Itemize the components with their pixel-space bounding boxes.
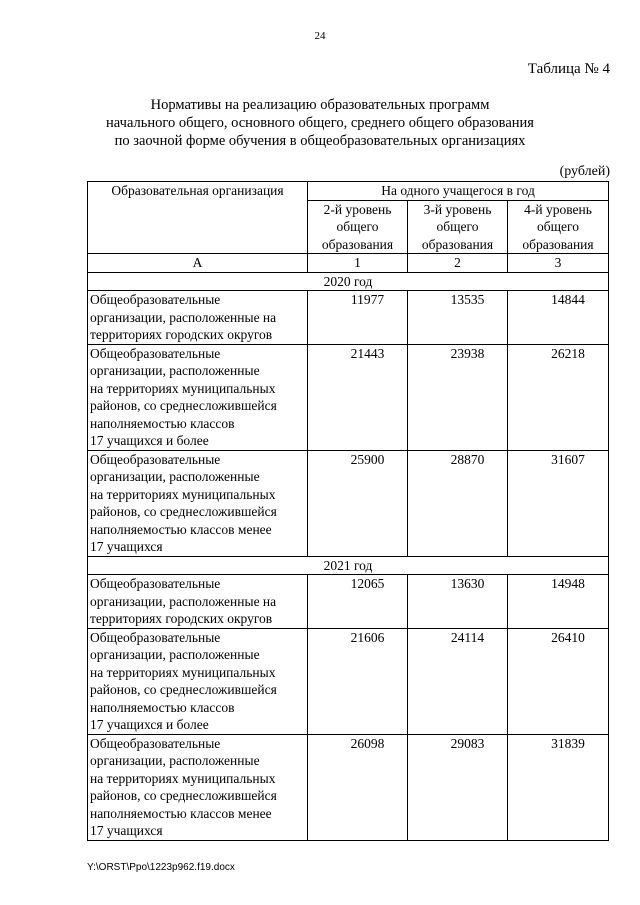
value-cell: 31839 xyxy=(508,734,609,840)
table-header-row xyxy=(88,182,609,201)
org-line: организации, расположенные xyxy=(90,753,260,768)
org-line: организации, расположенные на xyxy=(90,593,277,609)
table-row xyxy=(88,344,609,450)
units-label: (рублей) xyxy=(559,164,610,179)
org-line: территориях городских округов xyxy=(90,327,273,342)
org-cell xyxy=(88,344,308,450)
value-cell: 13535 xyxy=(408,291,508,345)
value-cell: 26410 xyxy=(508,628,609,734)
footer-file-path: Y:\ORST\Ppo\1223p962.f19.docx xyxy=(87,862,235,873)
year-label: 2021 год xyxy=(88,556,609,575)
header-col-line: образования xyxy=(321,236,394,252)
org-line: Общеобразовательные xyxy=(90,292,221,307)
org-line: наполняемостью классов менее xyxy=(90,805,272,821)
table-row xyxy=(88,291,609,345)
org-line: 17 учащихся и более xyxy=(90,717,209,732)
table-row xyxy=(88,628,609,734)
org-line: районов, со среднесложившейся xyxy=(90,682,277,697)
header-col-line: образования xyxy=(421,236,494,252)
value-cell: 26098 xyxy=(308,734,408,840)
table-row xyxy=(88,734,609,840)
org-cell xyxy=(88,628,308,734)
org-cell xyxy=(88,291,308,345)
org-line: Общеобразовательные xyxy=(90,451,221,467)
header-col-3 xyxy=(508,200,609,254)
year-row xyxy=(88,556,609,575)
table-label: Таблица № 4 xyxy=(527,61,610,77)
header-col-1 xyxy=(308,200,408,254)
value-cell: 21443 xyxy=(308,344,408,450)
org-line: территориях городских округов xyxy=(90,611,273,626)
title-line: начального общего, основного общего, среднего общего образования xyxy=(106,115,534,131)
org-line: районов, со среднесложившейся xyxy=(90,398,277,413)
year-row xyxy=(88,272,609,291)
org-line: Общеобразовательные xyxy=(90,345,221,361)
page-number: 24 xyxy=(314,30,326,42)
org-line: наполняемостью классов xyxy=(90,415,235,431)
table-row xyxy=(88,575,609,629)
org-line: 17 учащихся xyxy=(90,539,163,554)
org-line: организации, расположенные xyxy=(90,363,260,378)
org-line: районов, со среднесложившейся xyxy=(90,788,277,803)
org-line: 17 учащихся и более xyxy=(90,433,209,448)
org-line: 17 учащихся xyxy=(90,823,163,838)
value-cell: 25900 xyxy=(308,450,408,556)
header-col-2 xyxy=(408,200,508,254)
header-col-line: 2-й уровень xyxy=(323,201,392,217)
header-group: На одного учащегося в год xyxy=(308,182,609,201)
index-cell: А xyxy=(88,254,308,273)
value-cell: 31607 xyxy=(508,450,609,556)
org-line: организации, расположенные xyxy=(90,647,260,662)
header-col-line: 4-й уровень xyxy=(524,201,592,217)
value-cell: 29083 xyxy=(408,734,508,840)
header-col-line: общего xyxy=(436,219,479,234)
value-cell: 28870 xyxy=(408,450,508,556)
value-cell: 14844 xyxy=(508,291,609,345)
org-line: Общеобразовательные xyxy=(90,576,221,591)
value-cell: 26218 xyxy=(508,344,609,450)
title-line: Нормативы на реализацию образовательных программ xyxy=(150,97,490,113)
value-cell: 21606 xyxy=(308,628,408,734)
org-line: районов, со среднесложившейся xyxy=(90,504,277,519)
org-line: организации, расположенные xyxy=(90,469,260,484)
header-col-line: 3-й уровень xyxy=(423,201,492,217)
value-cell: 13630 xyxy=(408,575,508,629)
index-cell: 3 xyxy=(508,254,609,273)
org-line: на территориях муниципальных xyxy=(90,380,276,396)
org-line: Общеобразовательные xyxy=(90,629,221,645)
org-line: на территориях муниципальных xyxy=(90,664,276,680)
org-line: на территориях муниципальных xyxy=(90,486,276,502)
org-line: на территориях муниципальных xyxy=(90,770,276,786)
document-title xyxy=(60,96,580,150)
index-row xyxy=(88,254,609,273)
value-cell: 23938 xyxy=(408,344,508,450)
value-cell: 14948 xyxy=(508,575,609,629)
org-cell xyxy=(88,734,308,840)
header-org: Образовательная организация xyxy=(88,182,308,254)
org-cell xyxy=(88,450,308,556)
table-row xyxy=(88,450,609,556)
value-cell: 24114 xyxy=(408,628,508,734)
value-cell: 12065 xyxy=(308,575,408,629)
norms-table xyxy=(87,181,609,841)
org-cell xyxy=(88,575,308,629)
value-cell: 11977 xyxy=(308,291,408,345)
org-line: организации, расположенные на xyxy=(90,309,277,325)
header-col-line: образования xyxy=(522,236,594,252)
header-col-line: общего xyxy=(336,219,379,234)
index-cell: 2 xyxy=(408,254,508,273)
year-label: 2020 год xyxy=(88,272,609,291)
org-line: наполняемостью классов xyxy=(90,699,235,715)
header-col-line: общего xyxy=(537,219,579,234)
title-line: по заочной форме обучения в общеобразовательных организациях xyxy=(114,133,526,149)
index-cell: 1 xyxy=(308,254,408,273)
org-line: наполняемостью классов менее xyxy=(90,521,272,537)
org-line: Общеобразовательные xyxy=(90,735,221,751)
